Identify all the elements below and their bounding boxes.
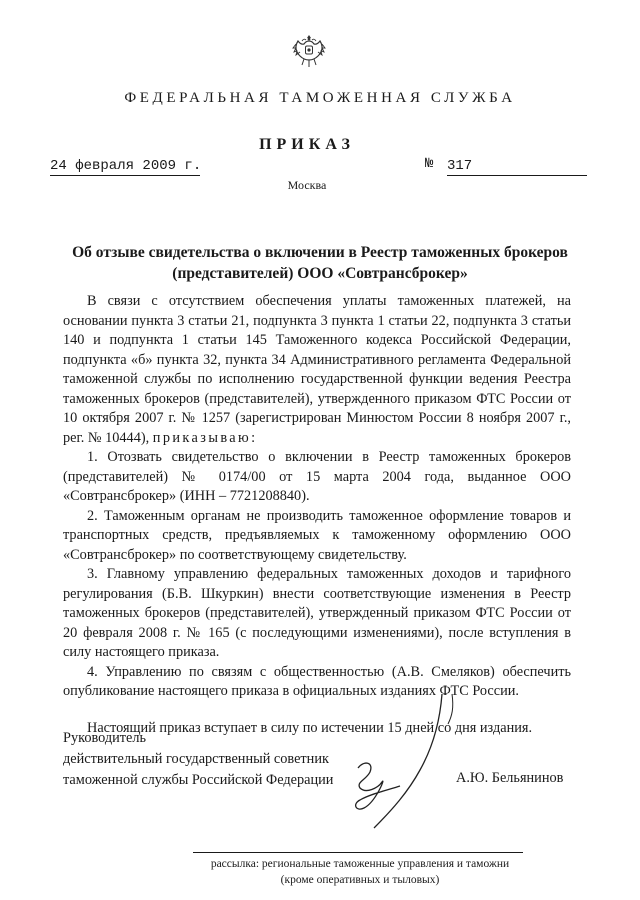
document-title-line: Об отзыве свидетельства о включении в Реестр таможенных брокеров bbox=[72, 244, 568, 261]
order-number-sign: № bbox=[425, 156, 434, 172]
directive-word: приказываю: bbox=[152, 429, 258, 446]
handwritten-signature-icon bbox=[330, 690, 500, 840]
order-heading: ПРИКАЗ bbox=[259, 136, 355, 153]
coat-of-arms-emblem bbox=[292, 32, 326, 70]
order-number: 317 bbox=[447, 158, 587, 176]
document-title-line: (представителей) ООО «Совтрансброкер» bbox=[172, 265, 468, 282]
signer-name: А.Ю. Бельянинов bbox=[456, 770, 564, 786]
distribution-list bbox=[160, 856, 560, 888]
signer-position-line: действительный государственный советник bbox=[63, 751, 329, 767]
intro-paragraph bbox=[63, 292, 571, 448]
document-title bbox=[60, 242, 580, 284]
order-date: 24 февраля 2009 г. bbox=[50, 158, 202, 174]
order-item: 2. Таможенным органам не производить таможенное оформление товаров и транспортных средств, предъявляемых к таможенному оформлению ООО «Совтрансброкер» по соответствующему свидетельству. bbox=[63, 507, 571, 563]
document-body bbox=[63, 292, 571, 738]
order-item: 3. Главному управлению федеральных таможенных доходов и тарифного регулирования (Б.В. Шкуркин) внести соответствующие изменения в Реестр таможенных брокеров (представителей), утвержденный приказом ФТС России от 20 февраля 2008 г. № 165 (с последующими изменениями), после вступления в силу настоящего приказа. bbox=[63, 566, 571, 660]
distribution-line: рассылка: региональные таможенные управления и таможни bbox=[210, 858, 510, 870]
order-city: Москва bbox=[287, 178, 327, 192]
distribution-line: (кроме оперативных и тыловых) bbox=[280, 874, 440, 886]
order-item: 1. Отозвать свидетельство о включении в Реестр таможенных брокеров (представителей) № 0174/00 от 15 марта 2004 года, выданное ООО «Совтрансброкер» (ИНН – 7721208840). bbox=[63, 449, 571, 504]
distribution-divider bbox=[193, 852, 523, 853]
signer-position-line: Руководитель bbox=[63, 730, 147, 746]
signer-position-line: таможенной службы Российской Федерации bbox=[63, 772, 334, 788]
agency-name: ФЕДЕРАЛЬНАЯ ТАМОЖЕННАЯ СЛУЖБА bbox=[124, 90, 516, 106]
effective-clause: Настоящий приказ вступает в силу по истечении 15 дней со дня издания. bbox=[87, 719, 533, 736]
order-item: 4. Управлению по связям с общественностью (А.В. Смеляков) обеспечить опубликование настоящего приказа в официальных изданиях ФТС России. bbox=[63, 663, 571, 699]
intro-text: В связи с отсутствием обеспечения уплаты таможенных платежей, на основании пункта 3 статьи 21, подпункта 3 пункта 1 статьи 22, подпункта 3 статьи 140 и подпункта 1 статьи 145 Таможенного кодекса Российской Федерации, подпункта «б» пункта 32, пункта 34 Административного регламента Федеральной таможенной службы по исполнению государственной функции ведения Реестра таможенных брокеров (представителей), утвержденного приказом ФТС России от 10 октября 2007 г. № 1257 (зарегистрирован Минюстом России 8 ноября 2007 г., рег. № 10444), bbox=[63, 293, 571, 446]
